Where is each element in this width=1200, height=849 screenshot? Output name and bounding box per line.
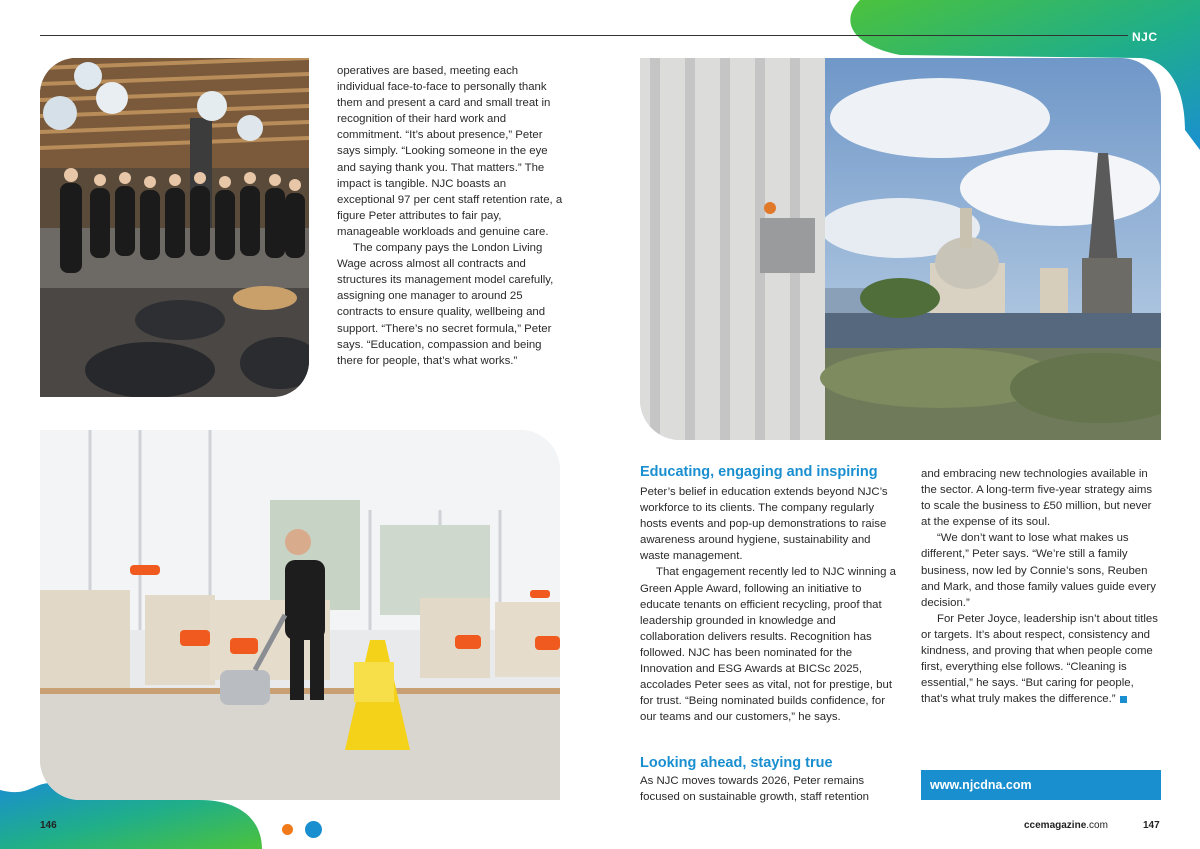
magazine-name: ccemagazine bbox=[1024, 820, 1087, 831]
paragraph: For Peter Joyce, leadership isn’t about titles or targets. It’s about respect, consistency and kindness, and proving that when people come first, everything else follows. “Cleaning is essential,” he says. “But caring for people, that’s what truly makes the difference.” bbox=[921, 612, 1158, 706]
middle-text-continuation bbox=[640, 773, 898, 805]
section-heading-educating: Educating, engaging and inspiring bbox=[640, 464, 878, 480]
orange-dot-icon bbox=[282, 824, 293, 835]
page-number-left: 146 bbox=[40, 820, 57, 831]
left-text-column bbox=[337, 63, 565, 369]
paragraph: and embracing new technologies available in the sector. A long-term five-year strategy aims to scale the business to £50 million, but never at the expense of its soul. bbox=[921, 468, 1153, 529]
end-mark-icon bbox=[1120, 696, 1127, 703]
blue-dot-icon bbox=[305, 821, 322, 838]
paragraph: operatives are based, meeting each individual face-to-face to personally thank them and present a card and small treat in recognition of their hard work and commitment. “It’s about presence,” Peter says simply. “Looking someone in the eye and saying thank you. That matters.” The impact is tangible. NJC boasts an exceptional 97 per cent staff retention rate, a figure Peter attributes to fair pay, manageable workloads and genuine care. bbox=[337, 65, 563, 238]
website-link[interactable]: www.njcdna.com bbox=[921, 770, 1161, 800]
paragraph: That engagement recently led to NJC winning a Green Apple Award, following an initiative to educate tenants on efficient recycling, proof that leadership grounded in knowledge and collaboration delivers results. Recognition has followed. NJC has been nominated for the Innovation and ESG Awards at BICSc 2025, accolades Peter sees as vital, not for prestige, but for trust. “Being nominated builds confidence, for our teams and our customers,” he says. bbox=[640, 566, 896, 724]
middle-text-column bbox=[640, 484, 898, 725]
page-number-right: 147 bbox=[1143, 820, 1160, 831]
right-text-column bbox=[921, 466, 1161, 707]
section-tag: NJC bbox=[1132, 30, 1158, 44]
magazine-suffix: .com bbox=[1086, 820, 1108, 831]
paragraph: Peter’s belief in education extends beyond NJC’s workforce to its clients. The company regularly hosts events and pop-up demonstrations to raise awareness around hygiene, sustainability and waste management. bbox=[640, 486, 888, 563]
magazine-url bbox=[1024, 820, 1108, 831]
paragraph: As NJC moves towards 2026, Peter remains focused on sustainable growth, staff retention bbox=[640, 775, 870, 804]
team-photo bbox=[40, 58, 309, 397]
header-rule bbox=[40, 35, 1128, 36]
window-cleaning-skyline-photo bbox=[640, 58, 1161, 440]
lobby-cleaning-photo bbox=[40, 430, 560, 800]
paragraph: “We don’t want to lose what makes us different,” Peter says. “We’re still a family business, now led by Connie’s sons, Reuben and Mark, and those family values guide every decision.” bbox=[921, 532, 1156, 609]
paragraph: The company pays the London Living Wage across almost all contracts and structures its management model carefully, assigning one manager to around 25 contracts to ensure quality, wellbeing and support. “There’s no secret formula,” Peter says. “Education, compassion and being there for people, that’s what works.” bbox=[337, 242, 554, 367]
section-heading-looking-ahead: Looking ahead, staying true bbox=[640, 755, 833, 771]
